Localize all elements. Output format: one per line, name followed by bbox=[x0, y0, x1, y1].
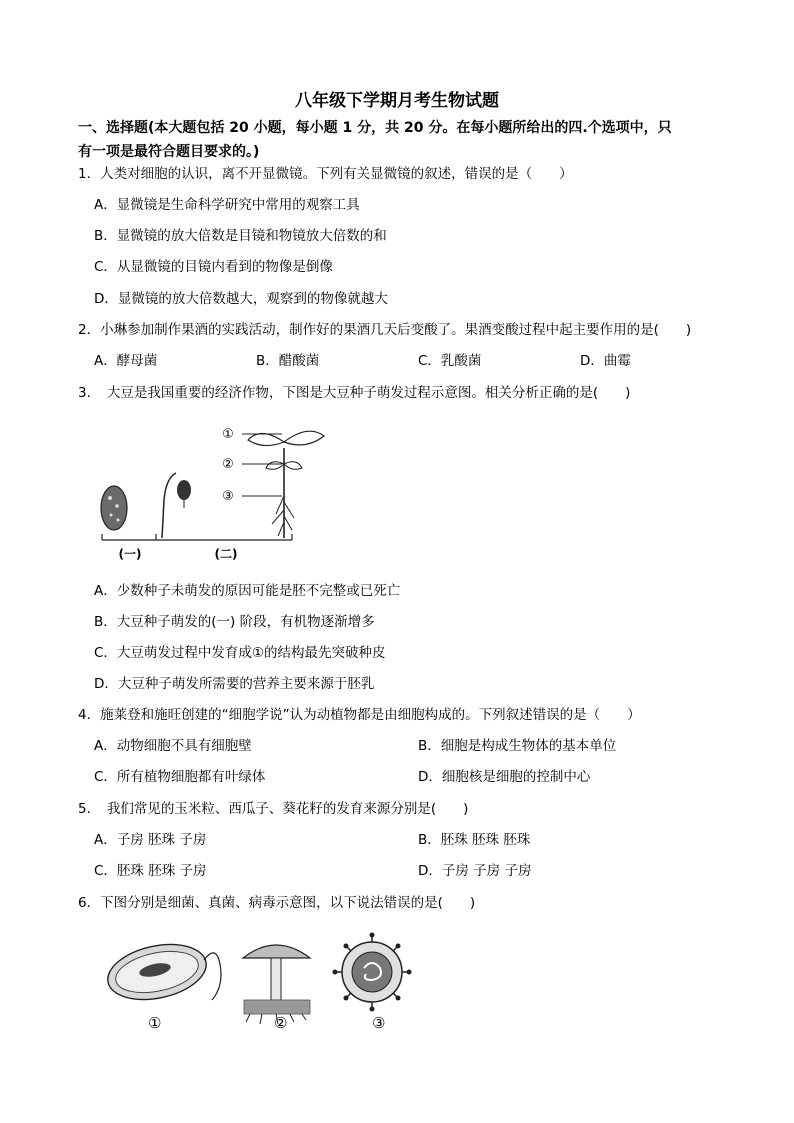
page-title: 八年级下学期月考生物试题 bbox=[295, 91, 499, 111]
q2-option-b: B．醋酸菌 bbox=[256, 353, 320, 369]
germinating-seed-image bbox=[162, 473, 191, 538]
q2-option-d: D．曲霉 bbox=[580, 353, 631, 369]
bacterium-image bbox=[103, 936, 221, 1008]
q1-stem: 1．人类对细胞的认识，离不开显微镜。下列有关显微镜的叙述，错误的是（ ） bbox=[78, 166, 573, 182]
q2-option-c: C．乳酸菌 bbox=[418, 353, 482, 369]
q1-option-b: B．显微镜的放大倍数是目镜和物镜放大倍数的和 bbox=[94, 228, 387, 244]
q2-stem: 2．小琳参加制作果酒的实践活动，制作好的果酒几天后变酸了。果酒变酸过程中起主要作用的是( ) bbox=[78, 322, 692, 338]
caption-bacterium: ① bbox=[148, 1014, 162, 1032]
seedling-image bbox=[248, 431, 324, 538]
q6-stem: 6．下图分别是细菌、真菌、病毒示意图，以下说法错误的是( ) bbox=[78, 895, 476, 911]
q3-option-b: B．大豆种子萌发的(一) 阶段，有机物逐渐增多 bbox=[94, 614, 375, 630]
q4-option-a: A．动物细胞不具有细胞壁 bbox=[94, 738, 252, 754]
q2-option-a: A．酵母菌 bbox=[94, 353, 158, 369]
q1-option-c: C．从显微镜的目镜内看到的物像是倒像 bbox=[94, 259, 333, 275]
section-heading-line2: 有一项是最符合题目要求的。) bbox=[78, 144, 260, 160]
q4-option-c: C．所有植物细胞都有叶绿体 bbox=[94, 769, 266, 785]
q3-option-d: D．大豆种子萌发所需要的营养主要来源于胚乳 bbox=[94, 676, 375, 692]
section-heading-line1: 一、选择题(本大题包括 20 小题，每小题 1 分，共 20 分。在每小题所给出的四.个选项中，只 bbox=[78, 120, 672, 136]
stage-1-label: (一) bbox=[118, 547, 142, 561]
q3-option-c: C．大豆萌发过程中发育成①的结构最先突破种皮 bbox=[94, 645, 386, 661]
stage-2-label: (二) bbox=[214, 547, 238, 561]
stage-bracket bbox=[102, 534, 292, 561]
q5-option-a: A．子房 胚珠 子房 bbox=[94, 832, 207, 848]
q5-option-b: B．胚珠 胚珠 胚珠 bbox=[418, 832, 531, 848]
q4-stem: 4．施莱登和施旺创建的“细胞学说”认为动植物都是由细胞构成的。下列叙述错误的是（ ） bbox=[78, 707, 641, 723]
virus-image bbox=[333, 933, 412, 1012]
caption-virus: ③ bbox=[372, 1014, 386, 1032]
caption-mushroom: ② bbox=[274, 1014, 288, 1032]
q4-option-b: B．细胞是构成生物体的基本单位 bbox=[418, 738, 617, 754]
q5-stem: 5． 我们常见的玉米粒、西瓜子、葵花籽的发育来源分别是( ) bbox=[78, 801, 469, 817]
mushroom-image bbox=[243, 945, 310, 1024]
soybean-seed-image bbox=[101, 486, 127, 530]
q1-option-a: A．显微镜是生命科学研究中常用的观察工具 bbox=[94, 197, 360, 213]
q5-option-c: C．胚珠 胚珠 子房 bbox=[94, 863, 207, 879]
q4-option-d: D．细胞核是细胞的控制中心 bbox=[418, 769, 591, 785]
marker-1: ① bbox=[222, 427, 234, 442]
q1-option-d: D．显微镜的放大倍数越大，观察到的物像就越大 bbox=[94, 291, 388, 307]
marker-3: ③ bbox=[222, 489, 234, 504]
q3-option-a: A．少数种子未萌发的原因可能是胚不完整或已死亡 bbox=[94, 583, 401, 599]
marker-2: ② bbox=[222, 457, 234, 472]
soybean-germination-figure bbox=[96, 418, 346, 566]
q5-option-d: D．子房 子房 子房 bbox=[418, 863, 532, 879]
q3-stem: 3． 大豆是我国重要的经济作物，下图是大豆种子萌发过程示意图。相关分析正确的是( ) bbox=[78, 385, 631, 401]
